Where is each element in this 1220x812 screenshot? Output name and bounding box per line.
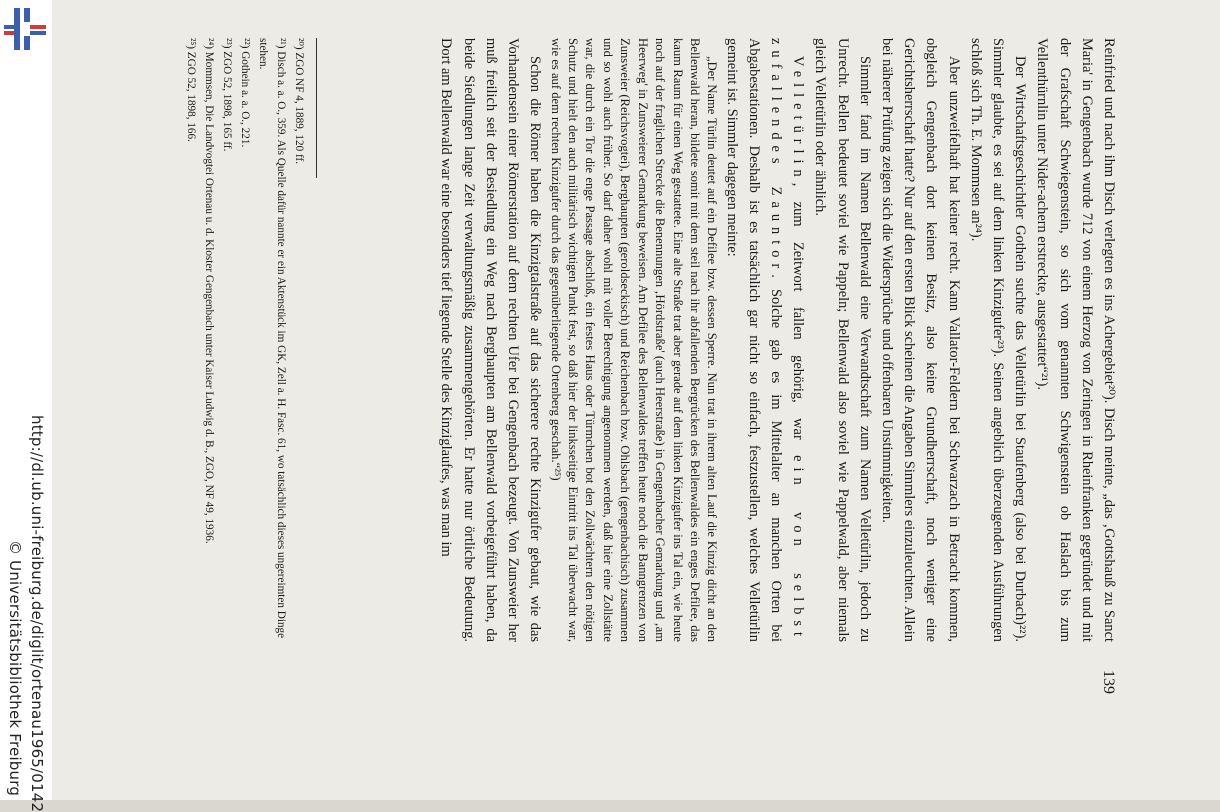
- text-run: . Solche gab es im Mittelalter an manchen Orten bei Abgabestationen. Deshalb ist es tatsächlich gar nicht so einfach, festzustellen, welches Velletürlin gemeint ist. Simmler dagegen meinte:: [723, 38, 784, 642]
- paragraph: Schon die Römer haben die Kinzigtalstraße auf das sicherere rechte Kinzigufer gebaut, wie das Vorhandensein einer Römerstation auf dem rechten Ufer bei Gengenbach bezeugt. Von Zunsweier her muß freilich seit der Besiedlung ein Weg nach Berghaupten am Bellenwald vorbeigeführt haben, da beide Siedlungen lange Zeit verwaltungsmäßig zusammengehörten. Er hatte nur örtliche Bedeutung. Dort am Bellenwald war eine besonders tief liegende Stelle des Kinziglaufes, was man im: [438, 38, 544, 642]
- footnote: ²⁰) ZGO NF 4, 1889, 120 ff.: [293, 38, 305, 165]
- footnote: ²¹) Disch a. a. O., 359. Als Quelle dafür nannte er ein Aktenstück im GK, Zell a. H. Fasc. 61, wo tatsächlich dieses ungereimten Dinge stehen.: [257, 38, 287, 639]
- footnote: ²²) Gothein a. a. O., 221.: [239, 38, 251, 148]
- paragraph: Reinfried und nach ihm Disch verlegten es ins Achergebiet²⁰). Disch meinte, „das ‚Gottshauß zu Sanct Maria' in Gengenbach wurde 712 von einem Herzog von Zeringen in Rheinfranken gegründet und mit der Grafschaft Schwiegenstein, so sich vom genannten Schwigenstein ob Haslach bis zum Vellenthürnlin unter Nider-achern erstreckte, ausgestattet“²¹).: [1034, 38, 1117, 642]
- paragraph: [720, 38, 809, 642]
- block-quote: „Der Name Türlin deutet auf ein Defilee bzw. dessen Sperre. Nun trat in ihrem alten Lauf die Kinzig dicht an den Bellenwald heran, bildete somit mit dem steil nach ihr abfallenden Bergrücken des Bellenwaldes ein enges Defilee, das kaum Raum für einen Weg gestattete. Eine alte Straße trat aber gerade auf dem linken Kinzigufer ins Tal ein, wie heute noch auf der fraglichen Strecke die Benennungen ‚Hördstraße' (auch Heerstraße) in Gengenbacher Gemarkung und ‚am Heerweg' in Zunsweierer Gemarkung beweisen. Am Defilee des Bellenwaldes treffen heute noch die Banngrenzen von Zunsweier (Reichsvogtei), Berghaupten (geroldseckisch) und Reichenbach bzw. Ohlsbach (gengenbachisch) zusammen und so wohl auch früher. So darf daher wohl mit voller Berechtigung angenommen werden, daß hier eine Zollstätte war, die durch ein Tor die enge Passage abschloß, ein festes Haus oder Türmchen bot den Zollwächtern den nötigen Schutz und hielt den auch militärisch wichtigen Punkt fest, so daß hier der linksseitige Eintritt ins Tal überwacht war, wie es auf dem rechten Kinzigufer durch das gegenüberliegende Ortenberg geschah.“²⁵): [548, 38, 720, 642]
- footnote: ²⁴) Mommsen, Die Landvogtei Ortenau u. d. Kloster Gengenbach unter Kaiser Ludwig d. B., ZGO, NF 49, 1936.: [203, 38, 215, 544]
- rotated-page-content: [120, 30, 1120, 790]
- source-url: http://dl.ub.uni-freiburg.de/diglit/ortenau1965/0142: [28, 415, 46, 812]
- footnote: ²⁵) ZGO 52, 1898, 166.: [185, 38, 197, 142]
- copyright-notice: © Universitätsbibliothek Freiburg: [6, 540, 24, 797]
- spaced-term: ein von selbst zufallendes Zauntor: [767, 38, 807, 642]
- footnote: ²³) ZGO 52, 1898, 165 ff.: [221, 38, 233, 152]
- university-logo-icon: [2, 6, 48, 52]
- footnote-divider: [316, 38, 317, 178]
- paragraph: Aber unzweifelhaft hat keiner recht. Kann Vallator-Feldern bei Schwarzach in Betracht kommen, obgleich Gengenbach dort keinen Besitz, also keine Grundherrschaft, noch weniger eine Gerichtsherrschaft hatte? Nur auf den ersten Blick scheinen die Angaben Simmlers einzuleuchten. Allein bei näherer Prüfung zeigen sich die Widersprüche und offenbaren Unstimmigkeiten.: [878, 38, 962, 642]
- page-number: 139: [1100, 670, 1117, 694]
- text-run: , zum Zeitwort fallen gehörig, war: [790, 182, 807, 456]
- spaced-term: Velletürlin: [790, 56, 807, 183]
- body-text: [435, 38, 1120, 642]
- footnotes: [182, 38, 308, 642]
- paragraph: Simmler fand im Namen Bellenwald eine Verwandtschaft zum Namen Velletürlin, jedoch zu Unrecht. Bellen bedeutet soviel wie Pappeln; Bellenwald also soviel wie Pappelwald, aber niemals gleich Velletürlin oder ähnlich.: [812, 38, 873, 642]
- paragraph: Der Wirtschaftsgeschichtler Gothein suchte das Velletürlin bei Staufenberg (also bei Durbach)²²). Simmler glaubte, es sei auf dem linken Kinzigufer²³). Seinen angeblich überzeugenden Ausführungen schloß sich Th. E. Mommsen an²⁴).: [967, 38, 1029, 642]
